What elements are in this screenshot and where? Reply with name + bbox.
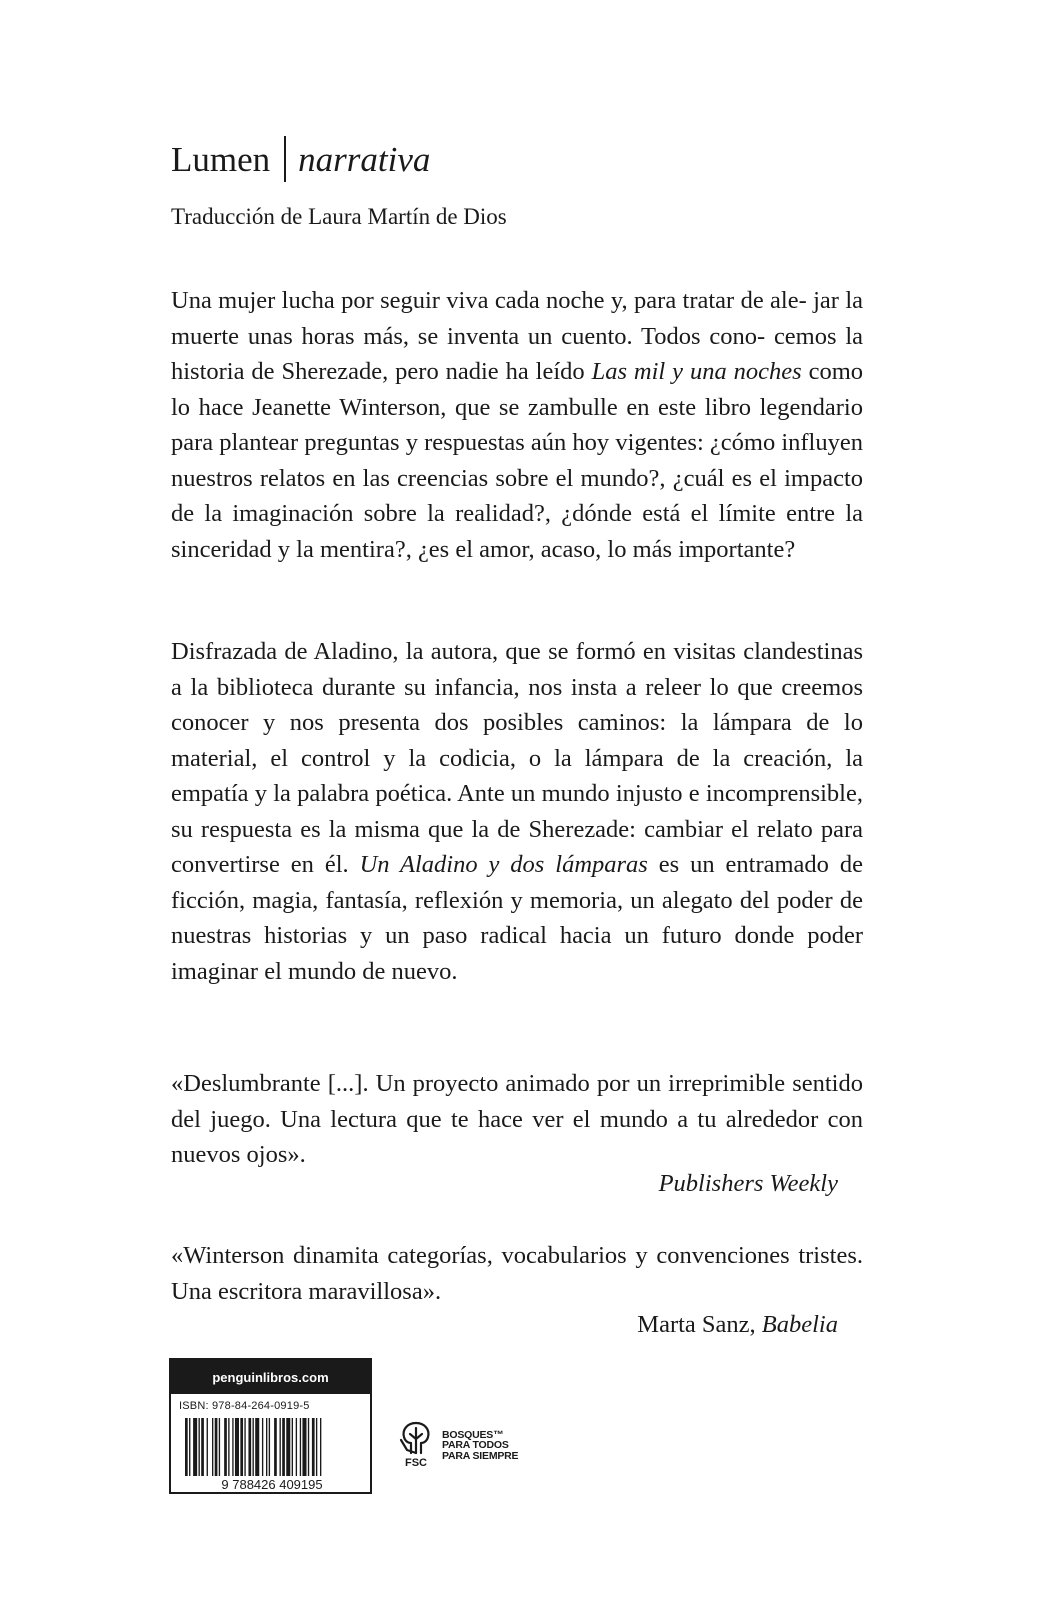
imprint — [171, 136, 430, 182]
barcode-bar — [269, 1418, 270, 1476]
slogan-line: BOSQUES™ — [442, 1428, 504, 1441]
slogan-line: PARA SIEMPRE — [442, 1449, 519, 1462]
slogan-line: PARA TODOS — [442, 1439, 509, 1451]
barcode-bar — [189, 1418, 190, 1476]
barcode-panel — [169, 1358, 372, 1494]
blurb-text: jar la muerte unas horas más, se inventa un cuento. Todos cono- — [171, 287, 863, 350]
barcode-bar — [185, 1418, 188, 1476]
barcode-bar — [215, 1418, 218, 1476]
blurb-text: cemos la historia de Sherezade, pero nadie ha leído — [171, 322, 864, 385]
barcode-bar — [228, 1418, 229, 1476]
barcode-bar — [248, 1418, 251, 1476]
blurb-paragraph-2 — [171, 634, 863, 989]
barcode-bar — [199, 1418, 200, 1476]
series-name: narrativa — [298, 139, 431, 179]
barcode-digits: 9 788426 409195 — [221, 1477, 323, 1492]
review-quote-2: «Winterson dinamita categorías, vocabularios y convenciones tristes. Una escritora maravillosa». — [171, 1242, 863, 1305]
isbn-number: ISBN: 978-84-264-0919-5 — [179, 1400, 310, 1412]
barcode-bar — [262, 1418, 263, 1476]
barcode-bar — [255, 1418, 259, 1476]
translator-credit: Traducción de Laura Martín de Dios — [171, 204, 507, 229]
fsc-logo — [398, 1420, 434, 1469]
barcode-bar — [240, 1418, 243, 1476]
blurb-paragraph-1 — [171, 283, 863, 567]
barcode-bar — [300, 1418, 301, 1476]
barcode-bar — [224, 1418, 227, 1476]
barcode-bar — [235, 1418, 239, 1476]
barcode-bar — [308, 1418, 309, 1476]
review-source-1: Publishers Weekly — [658, 1170, 838, 1197]
barcode-bar — [219, 1418, 220, 1476]
barcode-bar — [302, 1418, 306, 1476]
fsc-certification — [398, 1420, 518, 1469]
barcode-bar — [201, 1418, 204, 1476]
barcode-icon — [177, 1418, 367, 1492]
barcode-bar — [296, 1418, 297, 1476]
barcode-bar — [320, 1418, 321, 1476]
barcode-bar — [282, 1418, 285, 1476]
fsc-slogan — [442, 1430, 518, 1462]
publisher-name: Lumen — [171, 139, 271, 179]
blurb-text: Una mujer lucha por seguir viva cada noche y, para tratar de ale- — [171, 287, 807, 314]
book-title-reference: Las mil y una noches — [591, 358, 802, 385]
barcode-bar — [292, 1418, 293, 1476]
review-source-2 — [637, 1307, 838, 1343]
review-publication: Babelia — [761, 1311, 838, 1338]
blurb-text: como lo hace Jeanette Winterson, que se zambulle en este libro legendario para plantear preguntas y respuestas aún hoy vigentes: ¿cómo influyen nuestros relatos en las creencias sobre el mundo?, ¿cuál es el impacto de la imaginación sobre la realidad?, ¿dónde está el límite entre la sinceridad y la mentira?, ¿es el amor, acaso, lo más importante? — [171, 358, 864, 563]
fsc-tree-icon — [398, 1420, 434, 1456]
review-quote-1: «Deslumbrante [...]. Un proyecto animado por un irreprimible sentido del juego. Una lectura que te hace ver el mundo a tu alrededor con nuevos ojos». — [171, 1070, 863, 1168]
barcode-bar — [244, 1418, 245, 1476]
barcode-bar — [266, 1418, 267, 1476]
barcode-bar — [207, 1418, 208, 1476]
barcode-bar — [212, 1418, 213, 1476]
book-title: Un Aladino y dos lámparas — [359, 851, 648, 878]
barcode-bar — [286, 1418, 290, 1476]
blurb-text: Disfrazada de Aladino, la autora, que se formó en visitas clandestinas a la biblioteca durante su infancia, nos insta a releer lo que creemos conocer y nos presenta dos posibles caminos: la lámpara de lo material, el control y la codicia, o la lámpara de la creación, la empatía y la palabra poética. Ante un mundo injusto e incomprensible, su respuesta es la misma que la de Sherezade: cambiar el relato para convertirse en él. — [171, 638, 863, 878]
blurb-text: es un entramado de ficción, magia, fantasía, reflexión y memoria, un alegato del poder de nuestras historias y un paso radical hacia un futuro donde poder imaginar el mundo de nuevo. — [171, 851, 863, 985]
imprint-divider — [284, 136, 286, 182]
barcode-bar — [253, 1418, 254, 1476]
publisher-website: penguinlibros.com — [171, 1360, 370, 1394]
barcode-bar — [232, 1418, 233, 1476]
barcode-bar — [280, 1418, 281, 1476]
barcode-bar — [274, 1418, 277, 1476]
fsc-label: FSC — [405, 1457, 427, 1469]
barcode-bar — [193, 1418, 197, 1476]
barcode-bar — [312, 1418, 315, 1476]
review-author: Marta Sanz, — [637, 1311, 762, 1338]
barcode-bar — [316, 1418, 317, 1476]
